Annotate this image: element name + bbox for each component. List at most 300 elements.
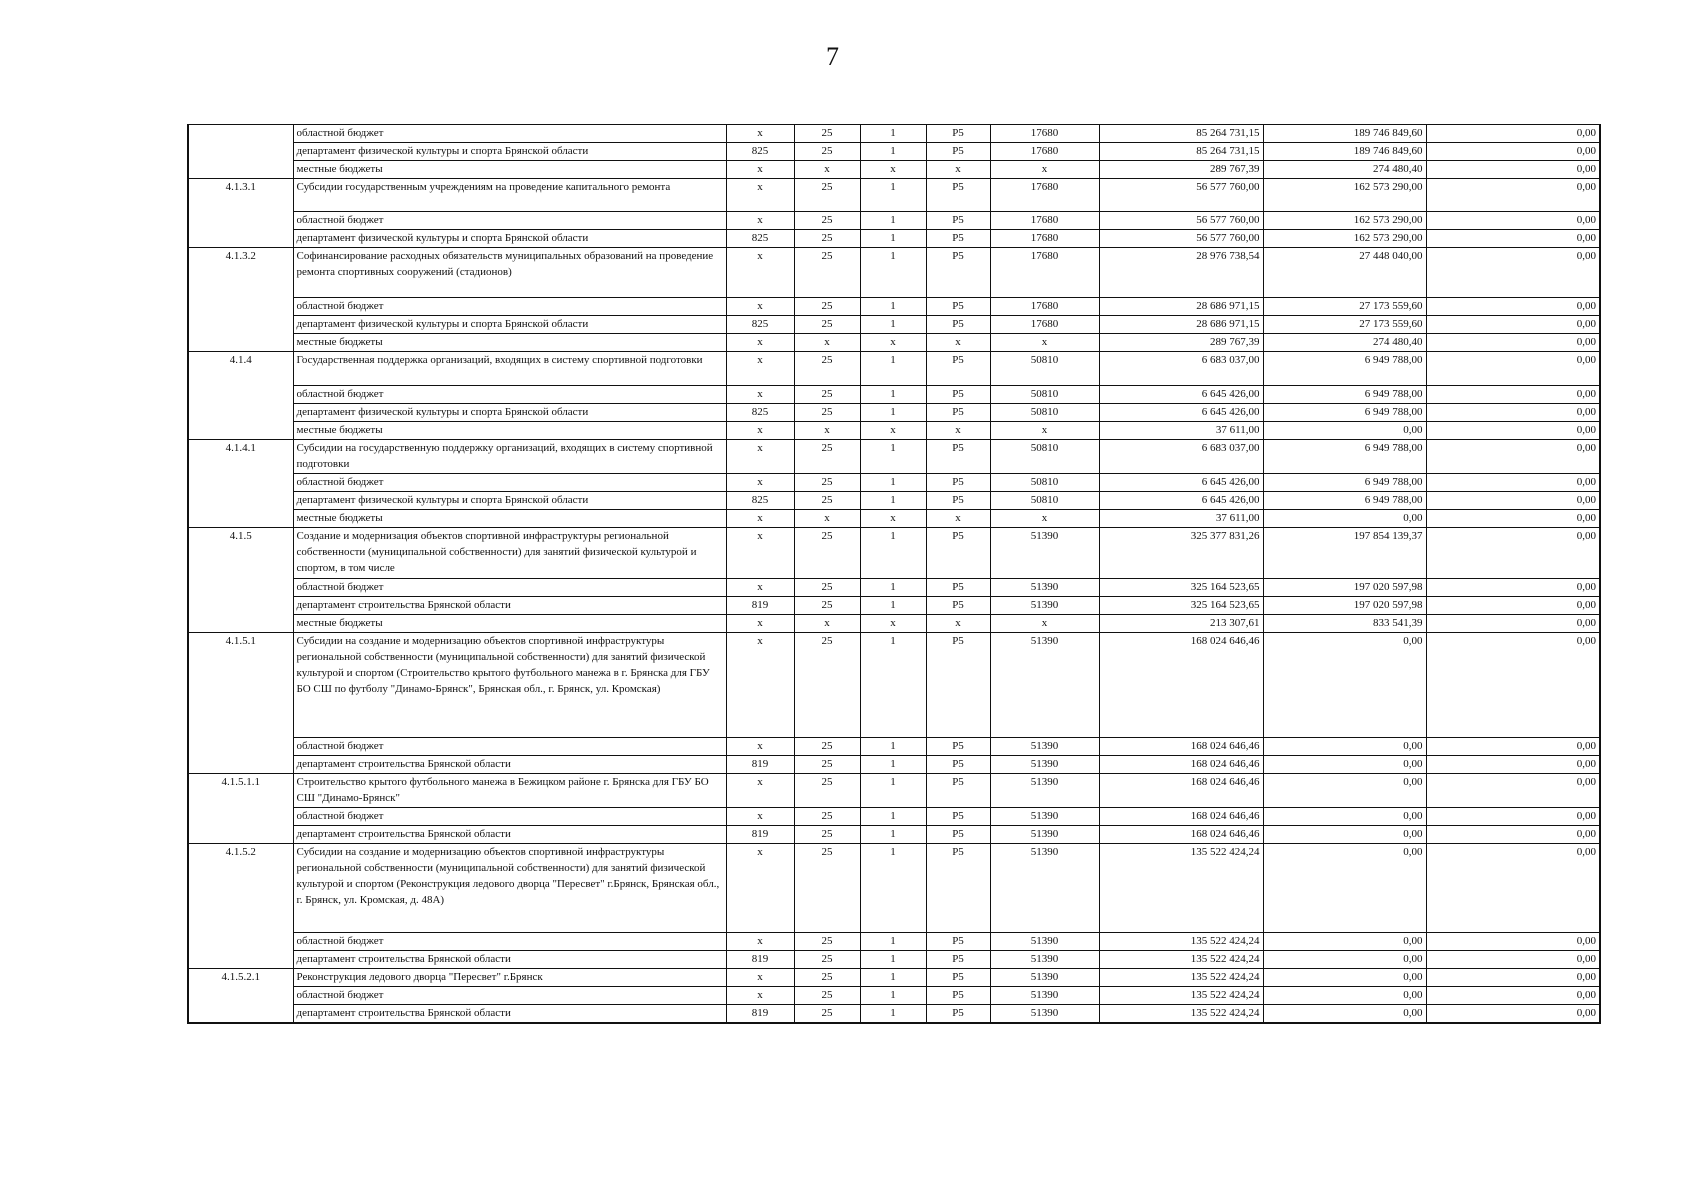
row-code bbox=[188, 422, 293, 440]
row-project: Р5 bbox=[926, 474, 990, 492]
row-direction: 51390 bbox=[990, 528, 1099, 579]
row-amount-2: 162 573 290,00 bbox=[1263, 179, 1426, 212]
row-direction: 50810 bbox=[990, 440, 1099, 474]
row-program: 25 bbox=[794, 808, 860, 826]
row-code bbox=[188, 510, 293, 528]
row-direction: 50810 bbox=[990, 404, 1099, 422]
row-grbs: х bbox=[726, 969, 794, 987]
row-amount-1: 135 522 424,24 bbox=[1099, 933, 1263, 951]
row-amount-3: 0,00 bbox=[1426, 230, 1600, 248]
row-code: 4.1.5.2.1 bbox=[188, 969, 293, 987]
row-subprogram: 1 bbox=[860, 230, 926, 248]
row-subprogram: х bbox=[860, 615, 926, 633]
row-program: 25 bbox=[794, 230, 860, 248]
row-amount-3: 0,00 bbox=[1426, 826, 1600, 844]
row-program: 25 bbox=[794, 826, 860, 844]
row-amount-2: 6 949 788,00 bbox=[1263, 492, 1426, 510]
row-name: Строительство крытого футбольного манежа в Бежицком районе г. Брянска для ГБУ БО СШ "Динамо-Брянск" bbox=[293, 774, 726, 808]
row-grbs: х bbox=[726, 528, 794, 579]
row-amount-2: 0,00 bbox=[1263, 951, 1426, 969]
row-amount-1: 168 024 646,46 bbox=[1099, 826, 1263, 844]
table-row bbox=[188, 404, 1600, 422]
row-code bbox=[188, 298, 293, 316]
row-project: х bbox=[926, 334, 990, 352]
table-row bbox=[188, 161, 1600, 179]
row-amount-2: 0,00 bbox=[1263, 738, 1426, 756]
row-name: областной бюджет bbox=[293, 474, 726, 492]
row-amount-1: 28 686 971,15 bbox=[1099, 298, 1263, 316]
row-program: х bbox=[794, 422, 860, 440]
row-program: 25 bbox=[794, 474, 860, 492]
row-project: Р5 bbox=[926, 756, 990, 774]
row-subprogram: 1 bbox=[860, 844, 926, 933]
table-row bbox=[188, 248, 1600, 298]
row-subprogram: 1 bbox=[860, 440, 926, 474]
row-direction: 50810 bbox=[990, 492, 1099, 510]
row-project: Р5 bbox=[926, 404, 990, 422]
row-amount-3: 0,00 bbox=[1426, 386, 1600, 404]
row-amount-2: 27 173 559,60 bbox=[1263, 316, 1426, 334]
row-amount-2: 6 949 788,00 bbox=[1263, 404, 1426, 422]
table-row bbox=[188, 298, 1600, 316]
row-project: х bbox=[926, 161, 990, 179]
row-grbs: х bbox=[726, 334, 794, 352]
row-amount-3: 0,00 bbox=[1426, 492, 1600, 510]
row-subprogram: 1 bbox=[860, 808, 926, 826]
row-amount-1: 56 577 760,00 bbox=[1099, 179, 1263, 212]
row-subprogram: 1 bbox=[860, 474, 926, 492]
row-subprogram: х bbox=[860, 510, 926, 528]
table-row bbox=[188, 1005, 1600, 1023]
row-project: Р5 bbox=[926, 492, 990, 510]
row-direction: 17680 bbox=[990, 125, 1099, 143]
row-name: департамент физической культуры и спорта Брянской области bbox=[293, 143, 726, 161]
row-amount-2: 6 949 788,00 bbox=[1263, 352, 1426, 386]
row-code bbox=[188, 579, 293, 597]
row-amount-1: 37 611,00 bbox=[1099, 422, 1263, 440]
row-name: департамент физической культуры и спорта Брянской области bbox=[293, 230, 726, 248]
row-name: местные бюджеты bbox=[293, 615, 726, 633]
row-amount-2: 0,00 bbox=[1263, 510, 1426, 528]
row-amount-1: 6 683 037,00 bbox=[1099, 440, 1263, 474]
row-direction: 51390 bbox=[990, 951, 1099, 969]
row-code: 4.1.5.1.1 bbox=[188, 774, 293, 808]
table-row bbox=[188, 951, 1600, 969]
row-grbs: х bbox=[726, 422, 794, 440]
row-grbs: х bbox=[726, 510, 794, 528]
row-code bbox=[188, 316, 293, 334]
row-grbs: 825 bbox=[726, 492, 794, 510]
row-direction: 17680 bbox=[990, 230, 1099, 248]
row-amount-3: 0,00 bbox=[1426, 615, 1600, 633]
row-grbs: х bbox=[726, 298, 794, 316]
row-amount-2: 0,00 bbox=[1263, 933, 1426, 951]
budget-table bbox=[187, 124, 1601, 1024]
row-amount-2: 0,00 bbox=[1263, 756, 1426, 774]
row-direction: 51390 bbox=[990, 808, 1099, 826]
row-amount-3: 0,00 bbox=[1426, 440, 1600, 474]
row-direction: 51390 bbox=[990, 579, 1099, 597]
row-grbs: х bbox=[726, 579, 794, 597]
row-direction: 50810 bbox=[990, 386, 1099, 404]
row-code bbox=[188, 386, 293, 404]
row-name: департамент строительства Брянской области bbox=[293, 951, 726, 969]
table-row bbox=[188, 844, 1600, 933]
row-amount-1: 168 024 646,46 bbox=[1099, 738, 1263, 756]
row-amount-3: 0,00 bbox=[1426, 756, 1600, 774]
row-direction: 17680 bbox=[990, 298, 1099, 316]
row-amount-1: 168 024 646,46 bbox=[1099, 774, 1263, 808]
table-row bbox=[188, 492, 1600, 510]
row-project: Р5 bbox=[926, 143, 990, 161]
row-project: Р5 bbox=[926, 969, 990, 987]
row-program: 25 bbox=[794, 933, 860, 951]
row-project: Р5 bbox=[926, 316, 990, 334]
row-grbs: 819 bbox=[726, 756, 794, 774]
row-project: Р5 bbox=[926, 212, 990, 230]
row-amount-1: 6 645 426,00 bbox=[1099, 492, 1263, 510]
row-subprogram: 1 bbox=[860, 633, 926, 738]
row-project: Р5 bbox=[926, 125, 990, 143]
row-grbs: 825 bbox=[726, 316, 794, 334]
row-name: Государственная поддержка организаций, входящих в систему спортивной подготовки bbox=[293, 352, 726, 386]
row-subprogram: х bbox=[860, 334, 926, 352]
row-amount-3: 0,00 bbox=[1426, 316, 1600, 334]
row-amount-1: 135 522 424,24 bbox=[1099, 844, 1263, 933]
row-program: 25 bbox=[794, 951, 860, 969]
table-row bbox=[188, 615, 1600, 633]
row-subprogram: 1 bbox=[860, 579, 926, 597]
row-grbs: 819 bbox=[726, 826, 794, 844]
row-direction: 51390 bbox=[990, 756, 1099, 774]
row-subprogram: 1 bbox=[860, 826, 926, 844]
row-direction: 51390 bbox=[990, 738, 1099, 756]
table-row bbox=[188, 579, 1600, 597]
row-amount-2: 6 949 788,00 bbox=[1263, 474, 1426, 492]
row-amount-2: 0,00 bbox=[1263, 1005, 1426, 1023]
row-amount-3: 0,00 bbox=[1426, 951, 1600, 969]
row-grbs: х bbox=[726, 615, 794, 633]
table-row bbox=[188, 474, 1600, 492]
row-amount-2: 162 573 290,00 bbox=[1263, 230, 1426, 248]
row-program: 25 bbox=[794, 756, 860, 774]
row-amount-2: 0,00 bbox=[1263, 422, 1426, 440]
row-subprogram: 1 bbox=[860, 212, 926, 230]
row-amount-1: 6 645 426,00 bbox=[1099, 386, 1263, 404]
row-project: Р5 bbox=[926, 774, 990, 808]
row-name: департамент физической культуры и спорта Брянской области bbox=[293, 492, 726, 510]
row-grbs: х bbox=[726, 808, 794, 826]
row-direction: х bbox=[990, 510, 1099, 528]
row-name: департамент строительства Брянской области bbox=[293, 826, 726, 844]
row-amount-2: 0,00 bbox=[1263, 987, 1426, 1005]
row-code bbox=[188, 334, 293, 352]
row-direction: 51390 bbox=[990, 987, 1099, 1005]
row-amount-3: 0,00 bbox=[1426, 774, 1600, 808]
row-code bbox=[188, 987, 293, 1005]
row-amount-3: 0,00 bbox=[1426, 633, 1600, 738]
table-row bbox=[188, 969, 1600, 987]
table-row bbox=[188, 143, 1600, 161]
row-grbs: 825 bbox=[726, 230, 794, 248]
row-amount-3: 0,00 bbox=[1426, 738, 1600, 756]
row-amount-3: 0,00 bbox=[1426, 510, 1600, 528]
row-amount-1: 325 164 523,65 bbox=[1099, 597, 1263, 615]
row-program: х bbox=[794, 334, 860, 352]
row-amount-3: 0,00 bbox=[1426, 334, 1600, 352]
row-subprogram: 1 bbox=[860, 492, 926, 510]
row-amount-2: 189 746 849,60 bbox=[1263, 125, 1426, 143]
row-project: Р5 bbox=[926, 298, 990, 316]
row-code bbox=[188, 615, 293, 633]
row-subprogram: 1 bbox=[860, 987, 926, 1005]
row-name: департамент строительства Брянской области bbox=[293, 1005, 726, 1023]
row-name: Софинансирование расходных обязательств муниципальных образований на проведение ремонта спортивных сооружений (стадионов) bbox=[293, 248, 726, 298]
row-amount-3: 0,00 bbox=[1426, 212, 1600, 230]
row-program: 25 bbox=[794, 633, 860, 738]
table-row bbox=[188, 125, 1600, 143]
row-grbs: х bbox=[726, 633, 794, 738]
row-amount-1: 6 645 426,00 bbox=[1099, 474, 1263, 492]
row-amount-1: 37 611,00 bbox=[1099, 510, 1263, 528]
table-body bbox=[188, 125, 1600, 1023]
row-code bbox=[188, 1005, 293, 1023]
row-amount-2: 189 746 849,60 bbox=[1263, 143, 1426, 161]
row-grbs: х bbox=[726, 386, 794, 404]
table-row bbox=[188, 933, 1600, 951]
row-project: Р5 bbox=[926, 738, 990, 756]
row-direction: 51390 bbox=[990, 933, 1099, 951]
row-subprogram: х bbox=[860, 161, 926, 179]
row-direction: х bbox=[990, 615, 1099, 633]
row-name: областной бюджет bbox=[293, 212, 726, 230]
row-amount-2: 197 854 139,37 bbox=[1263, 528, 1426, 579]
row-subprogram: 1 bbox=[860, 969, 926, 987]
row-name: областной бюджет bbox=[293, 738, 726, 756]
row-project: Р5 bbox=[926, 597, 990, 615]
row-amount-2: 0,00 bbox=[1263, 826, 1426, 844]
row-grbs: х bbox=[726, 352, 794, 386]
row-program: 25 bbox=[794, 969, 860, 987]
row-name: Реконструкция ледового дворца "Пересвет" г.Брянск bbox=[293, 969, 726, 987]
row-code bbox=[188, 951, 293, 969]
row-project: Р5 bbox=[926, 579, 990, 597]
row-program: 25 bbox=[794, 212, 860, 230]
row-name: Создание и модернизация объектов спортивной инфраструктуры региональной собственности (муниципальной собственности) для занятий физической культурой и спортом, в том числе bbox=[293, 528, 726, 579]
row-amount-3: 0,00 bbox=[1426, 987, 1600, 1005]
row-subprogram: 1 bbox=[860, 352, 926, 386]
row-amount-3: 0,00 bbox=[1426, 143, 1600, 161]
row-project: Р5 bbox=[926, 248, 990, 298]
row-amount-1: 56 577 760,00 bbox=[1099, 230, 1263, 248]
table-row bbox=[188, 386, 1600, 404]
table-row bbox=[188, 774, 1600, 808]
row-code: 4.1.5.2 bbox=[188, 844, 293, 933]
row-direction: 50810 bbox=[990, 352, 1099, 386]
row-amount-1: 213 307,61 bbox=[1099, 615, 1263, 633]
row-amount-1: 135 522 424,24 bbox=[1099, 1005, 1263, 1023]
row-program: 25 bbox=[794, 298, 860, 316]
row-amount-3: 0,00 bbox=[1426, 969, 1600, 987]
row-amount-3: 0,00 bbox=[1426, 298, 1600, 316]
row-grbs: х bbox=[726, 774, 794, 808]
row-grbs: 825 bbox=[726, 404, 794, 422]
row-name: местные бюджеты bbox=[293, 422, 726, 440]
table-row bbox=[188, 212, 1600, 230]
row-amount-3: 0,00 bbox=[1426, 161, 1600, 179]
row-amount-1: 6 645 426,00 bbox=[1099, 404, 1263, 422]
row-subprogram: 1 bbox=[860, 774, 926, 808]
row-program: х bbox=[794, 615, 860, 633]
row-project: Р5 bbox=[926, 933, 990, 951]
row-subprogram: 1 bbox=[860, 316, 926, 334]
row-program: 25 bbox=[794, 774, 860, 808]
row-amount-1: 168 024 646,46 bbox=[1099, 756, 1263, 774]
row-program: 25 bbox=[794, 386, 860, 404]
row-subprogram: 1 bbox=[860, 248, 926, 298]
row-project: Р5 bbox=[926, 844, 990, 933]
row-project: Р5 bbox=[926, 1005, 990, 1023]
row-direction: х bbox=[990, 334, 1099, 352]
row-subprogram: 1 bbox=[860, 951, 926, 969]
row-grbs: 819 bbox=[726, 1005, 794, 1023]
row-direction: 50810 bbox=[990, 474, 1099, 492]
row-name: Субсидии на государственную поддержку организаций, входящих в систему спортивной подготовки bbox=[293, 440, 726, 474]
row-amount-2: 0,00 bbox=[1263, 633, 1426, 738]
row-grbs: х bbox=[726, 125, 794, 143]
row-code bbox=[188, 143, 293, 161]
row-subprogram: х bbox=[860, 422, 926, 440]
row-amount-1: 85 264 731,15 bbox=[1099, 143, 1263, 161]
row-amount-1: 325 377 831,26 bbox=[1099, 528, 1263, 579]
row-code bbox=[188, 597, 293, 615]
row-code bbox=[188, 230, 293, 248]
row-amount-2: 27 448 040,00 bbox=[1263, 248, 1426, 298]
table-row bbox=[188, 528, 1600, 579]
row-project: Р5 bbox=[926, 230, 990, 248]
row-code bbox=[188, 738, 293, 756]
row-amount-3: 0,00 bbox=[1426, 528, 1600, 579]
row-direction: 17680 bbox=[990, 143, 1099, 161]
row-direction: 51390 bbox=[990, 597, 1099, 615]
table-row bbox=[188, 633, 1600, 738]
row-grbs: х bbox=[726, 161, 794, 179]
row-subprogram: 1 bbox=[860, 404, 926, 422]
row-amount-2: 0,00 bbox=[1263, 774, 1426, 808]
row-project: Р5 bbox=[926, 826, 990, 844]
row-subprogram: 1 bbox=[860, 738, 926, 756]
row-grbs: х bbox=[726, 987, 794, 1005]
row-code bbox=[188, 756, 293, 774]
row-program: 25 bbox=[794, 597, 860, 615]
row-project: Р5 bbox=[926, 951, 990, 969]
row-name: департамент физической культуры и спорта Брянской области bbox=[293, 316, 726, 334]
row-direction: 51390 bbox=[990, 844, 1099, 933]
row-project: х bbox=[926, 510, 990, 528]
row-code: 4.1.5.1 bbox=[188, 633, 293, 738]
row-program: 25 bbox=[794, 738, 860, 756]
table-row bbox=[188, 738, 1600, 756]
row-code: 4.1.5 bbox=[188, 528, 293, 579]
row-program: 25 bbox=[794, 143, 860, 161]
row-amount-1: 135 522 424,24 bbox=[1099, 987, 1263, 1005]
row-direction: 17680 bbox=[990, 316, 1099, 334]
row-direction: 51390 bbox=[990, 633, 1099, 738]
page-number: 7 bbox=[826, 42, 839, 71]
row-project: Р5 bbox=[926, 987, 990, 1005]
row-direction: 51390 bbox=[990, 1005, 1099, 1023]
row-amount-3: 0,00 bbox=[1426, 474, 1600, 492]
row-project: Р5 bbox=[926, 440, 990, 474]
row-grbs: 819 bbox=[726, 597, 794, 615]
row-amount-2: 6 949 788,00 bbox=[1263, 440, 1426, 474]
row-grbs: х bbox=[726, 844, 794, 933]
row-code bbox=[188, 125, 293, 143]
row-program: 25 bbox=[794, 125, 860, 143]
row-grbs: 825 bbox=[726, 143, 794, 161]
row-program: 25 bbox=[794, 248, 860, 298]
row-project: х bbox=[926, 615, 990, 633]
row-project: Р5 bbox=[926, 179, 990, 212]
row-amount-3: 0,00 bbox=[1426, 579, 1600, 597]
row-amount-2: 27 173 559,60 bbox=[1263, 298, 1426, 316]
row-subprogram: 1 bbox=[860, 597, 926, 615]
row-code bbox=[188, 161, 293, 179]
table-row bbox=[188, 987, 1600, 1005]
table-row bbox=[188, 756, 1600, 774]
row-amount-2: 274 480,40 bbox=[1263, 334, 1426, 352]
row-code bbox=[188, 808, 293, 826]
row-subprogram: 1 bbox=[860, 528, 926, 579]
row-amount-3: 0,00 bbox=[1426, 597, 1600, 615]
row-subprogram: 1 bbox=[860, 179, 926, 212]
row-name: Субсидии государственным учреждениям на проведение капитального ремонта bbox=[293, 179, 726, 212]
row-amount-2: 833 541,39 bbox=[1263, 615, 1426, 633]
row-name: местные бюджеты bbox=[293, 161, 726, 179]
row-name: Субсидии на создание и модернизацию объектов спортивной инфраструктуры региональной собственности (муниципальной собственности) для занятий физической культурой и спортом (Реконструкция ледового дворца "Пересвет" г.Брянск, Брянская обл., г. Брянск, ул. Кромская, д. 48А) bbox=[293, 844, 726, 933]
row-subprogram: 1 bbox=[860, 756, 926, 774]
row-name: областной бюджет bbox=[293, 386, 726, 404]
row-name: областной бюджет bbox=[293, 987, 726, 1005]
row-name: Субсидии на создание и модернизацию объектов спортивной инфраструктуры региональной собственности (муниципальной собственности) для занятий физической культурой и спортом (Строительство крытого футбольного манежа в г. Брянска для ГБУ БО СШ по футболу "Динамо-Брянск", Брянская обл., г. Брянск, ул. Кромская) bbox=[293, 633, 726, 738]
row-grbs: 819 bbox=[726, 951, 794, 969]
table-row bbox=[188, 510, 1600, 528]
row-grbs: х bbox=[726, 738, 794, 756]
row-grbs: х bbox=[726, 248, 794, 298]
row-direction: 17680 bbox=[990, 212, 1099, 230]
row-program: 25 bbox=[794, 440, 860, 474]
row-direction: 17680 bbox=[990, 248, 1099, 298]
row-subprogram: 1 bbox=[860, 933, 926, 951]
table-row bbox=[188, 597, 1600, 615]
row-amount-3: 0,00 bbox=[1426, 808, 1600, 826]
row-name: областной бюджет bbox=[293, 933, 726, 951]
row-direction: х bbox=[990, 422, 1099, 440]
row-project: Р5 bbox=[926, 386, 990, 404]
row-amount-1: 168 024 646,46 bbox=[1099, 808, 1263, 826]
row-grbs: х bbox=[726, 179, 794, 212]
row-amount-3: 0,00 bbox=[1426, 352, 1600, 386]
row-name: местные бюджеты bbox=[293, 510, 726, 528]
table-row bbox=[188, 230, 1600, 248]
row-direction: х bbox=[990, 161, 1099, 179]
table-row bbox=[188, 179, 1600, 212]
row-amount-3: 0,00 bbox=[1426, 404, 1600, 422]
row-amount-1: 325 164 523,65 bbox=[1099, 579, 1263, 597]
row-direction: 51390 bbox=[990, 969, 1099, 987]
row-amount-1: 56 577 760,00 bbox=[1099, 212, 1263, 230]
row-amount-2: 197 020 597,98 bbox=[1263, 597, 1426, 615]
